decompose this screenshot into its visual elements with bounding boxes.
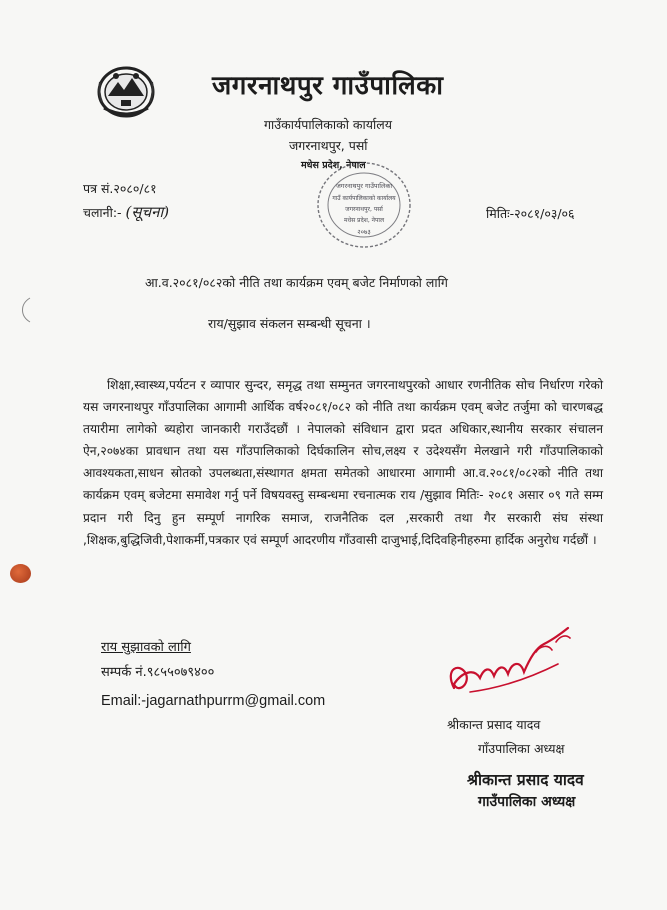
- handwritten-signature-icon: [440, 618, 580, 708]
- municipality-round-seal-icon: [314, 160, 414, 250]
- dispatch-line: [83, 202, 169, 222]
- seal-text-top: जगरनाथपुर गाउँपालिका: [335, 182, 393, 190]
- subject-line-2: राय/सुझाव संकलन सम्बन्धी सूचना ।: [208, 316, 371, 331]
- stamp-name: श्रीकान्त प्रसाद यादव: [467, 771, 584, 789]
- stamp-title: गाउँपालिका अध्यक्ष: [478, 794, 576, 810]
- punch-hole: [10, 564, 31, 583]
- subject-line-1: आ.व.२०८१/०८२को नीति तथा कार्यक्रम एवम् बजेट निर्माणको लागि: [145, 275, 448, 290]
- office-address: जगरनाथपुर, पर्सा: [289, 138, 368, 153]
- notice-body: शिक्षा,स्वास्थ्य,पर्यटन र व्यापार सुन्दर, समृद्ध तथा सम्मुनत जगरनाथपुरको आधार रणनीतिक सोच निर्धारण गरेको यस जगरनाथपुर गाँउपालिका आगामी आर्थिक वर्ष२०८१/०८२ को नीति तथा कार्यक्रम एवम् बजेट तर्जुमा को चारणबद्ध तयारीमा लागेको ब्यहोरा जानकारी गराउँदछौं । नेपालको संविधान द्वारा प्रदत अधिकार,स्थानीय सरकार संचालन ऐन,२०७४का प्रावधान तथा यस गाँउपालिकाको दिर्घकालिन सोच,लक्ष्य र उदेश्यसँग मेलखाने गरी गाँउपालिकाको आवश्यकता,साधन स्रोतको उपलब्धता,संस्थागत क्षमता समेतको आधारमा आगामी आ.व.२०८१/०८२को नीति तथा कार्यक्रम एवम् बजेटमा समावेश गर्नु पर्ने विषयवस्तु सम्बन्धमा रचनात्मक राय /सुझाव मितिः- २०८१ असार ०९ गते सम्म प्रदान गरी दिनु हुन सम्पूर्ण नागरिक समाज, राजनैतिक दल ,सरकारी तथा गैर सरकारी संघ संस्था ,शिक्षक,बुद्धिजिवी,पेशाकर्मी,पत्रकार एवं सम्पूर्ण आदरणीय गाँउवासी दाजुभाई,दिदिवहिनीहरुमा हार्दिक अनुरोध गर्दछौं ।: [83, 378, 603, 547]
- dispatch-value: (सूचना): [125, 203, 170, 221]
- letter-number: पत्र सं.२०८०/८१: [83, 181, 157, 196]
- signatory-title: गाँउपालिका अध्यक्ष: [478, 741, 565, 756]
- seal-text-low: जगरनाथपुर, पर्सा: [345, 206, 383, 213]
- office-name: जगरनाथपुर गाउँपालिका: [212, 71, 444, 101]
- seal-text-province: मधेस प्रदेश, नेपाल: [343, 217, 385, 224]
- seal-text-mid: गाउँ कार्यपालिकाको कार्यालय: [332, 195, 396, 202]
- nepal-government-emblem-icon: [94, 62, 158, 120]
- contact-email: Email:-jagarnathpurrm@gmail.com: [101, 693, 326, 709]
- signatory-name: श्रीकान्त प्रसाद यादव: [447, 717, 541, 732]
- letter-date: मितिः-२०८१/०३/०६: [486, 206, 575, 221]
- page-curl-mark: [18, 296, 32, 324]
- contact-heading: राय सुझावको लागि: [101, 640, 191, 655]
- office-subtitle: गाउँकार्यपालिकाको कार्यालय: [264, 117, 392, 132]
- dispatch-label: चलानी:-: [83, 205, 122, 220]
- contact-phone: सम्पर्क नं.९८५५०७९४००: [101, 665, 215, 680]
- seal-year: २०७३: [357, 228, 371, 236]
- office-province: मधेस प्रदेश, नेपाल: [301, 160, 366, 171]
